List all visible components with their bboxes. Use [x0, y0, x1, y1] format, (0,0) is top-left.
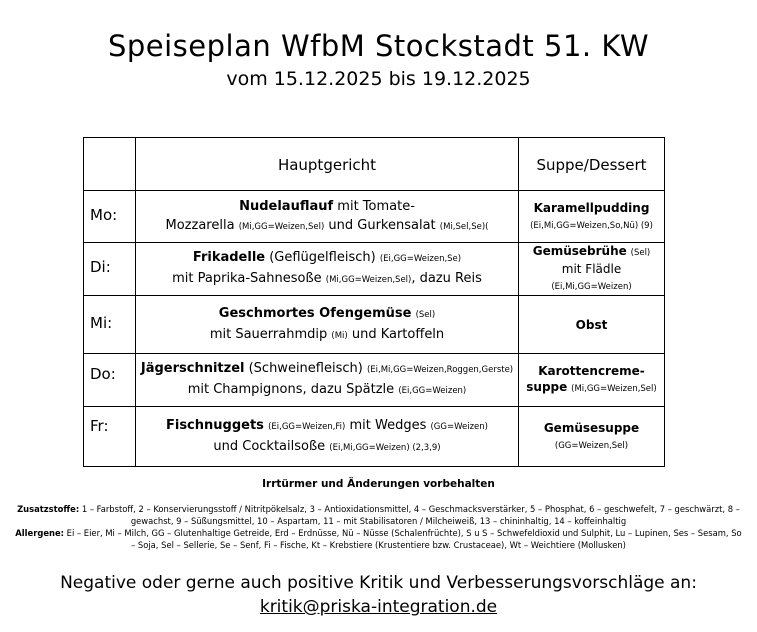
allergen-codes: (Sel): [415, 309, 436, 320]
main-dish-cell: [136, 296, 519, 354]
dish-text: mit Sauerrahmdip: [209, 326, 332, 342]
main-dish-cell: [136, 243, 519, 296]
day-label: Mo:: [90, 206, 118, 224]
dish-name: Gemüsesuppe: [543, 420, 640, 435]
header-side: Suppe/Dessert: [519, 138, 665, 191]
table-row: [84, 407, 665, 467]
dish-text: mit Wedges: [345, 417, 431, 433]
date-range: vom 15.12.2025 bis 19.12.2025: [226, 68, 531, 90]
day-label: Di:: [90, 258, 111, 276]
dish-text: mit Flädle: [561, 262, 622, 276]
day-label: Fr:: [90, 417, 109, 435]
dish-name: suppe: [526, 380, 568, 394]
side-dish-cell: [519, 191, 665, 243]
dish-name: Karottencreme-: [538, 364, 645, 378]
dish-text: (Schweinefleisch): [244, 361, 367, 376]
allergen-codes: (Mi,GG=Weizen,Sel): [238, 221, 325, 232]
dish-text: (Geflügelfleisch): [265, 250, 380, 265]
dish-name: Gemüsebrühe: [532, 244, 627, 258]
day-cell: [84, 243, 136, 296]
allergen-codes: (Ei,Mi,GG=Weizen): [551, 282, 632, 292]
dish-name: Karamellpudding: [533, 200, 650, 215]
allergen-codes: (Mi,GG=Weizen,Sel): [325, 275, 412, 285]
dish-text: und Gurkensalat: [324, 217, 440, 233]
menu-table: [83, 137, 665, 467]
side-dish-cell: [519, 407, 665, 467]
day-cell: [84, 354, 136, 407]
table-row: [84, 191, 665, 243]
table-row: [84, 243, 665, 296]
feedback-text: Negative oder gerne auch positive Kritik und Verbesserungsvorschläge an:: [60, 573, 697, 593]
feedback-note: [0, 571, 757, 619]
allergen-codes: (Ei,GG=Weizen,Fi): [268, 421, 346, 432]
table-row: [84, 354, 665, 407]
dish-text: mit Champignons, dazu Spätzle: [187, 382, 399, 397]
dish-name: Geschmortes Ofengemüse: [218, 305, 412, 321]
additives-legend: [14, 503, 743, 527]
dish-text: mit Paprika-Sahnesoße: [172, 271, 326, 286]
allergen-codes: (GG=Weizen,Sel): [554, 440, 629, 451]
day-label: Mi:: [90, 314, 113, 332]
allergens-label: Allergene:: [15, 528, 64, 538]
allergens-legend: [14, 527, 743, 551]
main-dish-cell: [136, 191, 519, 243]
dish-text: und Kartoffeln: [347, 326, 445, 342]
allergens-text: Ei – Eier, Mi – Milch, GG – Glutenhaltige Getreide, Erd – Erdnüsse, Nü – Nüsse (Schalenfrüchte), S u S – Schwefeldioxid und Sulphit, Lu – Lupinen, Ses – Sesam, So – Soja, Sel – Sellerie, Se – Senf, Fi – Fische, Kt – Krebstiere (Krustentiere bzw. Crustaceae), Wt – Weichtiere (Mollusken): [64, 528, 742, 550]
disclaimer: Irrtürmer und Änderungen vorbehalten: [262, 478, 495, 490]
allergen-codes: (Ei,GG=Weizen,Se): [379, 254, 462, 264]
main-dish-cell: [136, 407, 519, 467]
dish-text: und Cocktailsoße: [213, 438, 330, 454]
allergen-codes: (GG=Weizen): [430, 421, 488, 432]
additives-text: 1 – Farbstoff, 2 – Konservierungsstoff / Nitritpökelsalz, 3 – Antioxidationsmittel, 4 – Geschmacksverstärker, 5 – Phosphat, 6 – geschwefelt, 7 – geschwärzt, 8 – gewachst, 9 – Süßungsmittel, 10 – Aspartam, 11 – mit Stabilisatoren / Milcheiweiß, 13 – chininhaltig, 14 – koffeinhaltig: [79, 504, 740, 526]
allergen-codes: (Ei,GG=Weizen): [398, 386, 467, 396]
dish-name: Jägerschnitzel: [140, 361, 245, 376]
day-label: Do:: [90, 365, 116, 383]
side-dish-cell: [519, 243, 665, 296]
dish-name: Obst: [575, 317, 608, 332]
allergen-codes: (Mi,GG=Weizen,Sel): [571, 384, 657, 394]
table-row: [84, 296, 665, 354]
allergen-codes: (Ei,Mi,GG=Weizen,Roggen,Gerste): [366, 365, 514, 375]
allergen-codes: (Ei,Mi,GG=Weizen,So,Nü) (9): [530, 220, 653, 231]
page-title: Speiseplan WfbM Stockstadt 51. KW: [107, 29, 650, 63]
legend: [14, 503, 743, 551]
feedback-email-link[interactable]: kritik@priska-integration.de: [259, 597, 498, 617]
main-dish-cell: [136, 354, 519, 407]
dish-name: Fischnuggets: [165, 417, 264, 433]
dish-name: Nudelauflauf: [239, 198, 334, 214]
side-dish-cell: [519, 354, 665, 407]
dish-name: Frikadelle: [192, 250, 266, 265]
side-dish-cell: [519, 296, 665, 354]
day-cell: [84, 191, 136, 243]
dish-text: , dazu Reis: [411, 271, 482, 286]
allergen-codes: (Mi): [331, 330, 348, 341]
header-day: [84, 138, 136, 191]
allergen-codes: (Mi,Sel,Se)(: [439, 221, 489, 232]
day-cell: [84, 407, 136, 467]
allergen-codes: (Ei,Mi,GG=Weizen) (2,3,9): [329, 442, 441, 453]
dish-text: mit Tomate-: [333, 198, 415, 214]
day-cell: [84, 296, 136, 354]
header-row: [84, 138, 665, 191]
allergen-codes: (Sel): [630, 248, 651, 258]
header-main: Hauptgericht: [136, 138, 519, 191]
additives-label: Zusatzstoffe:: [17, 504, 80, 514]
dish-text: Mozzarella: [165, 217, 239, 233]
